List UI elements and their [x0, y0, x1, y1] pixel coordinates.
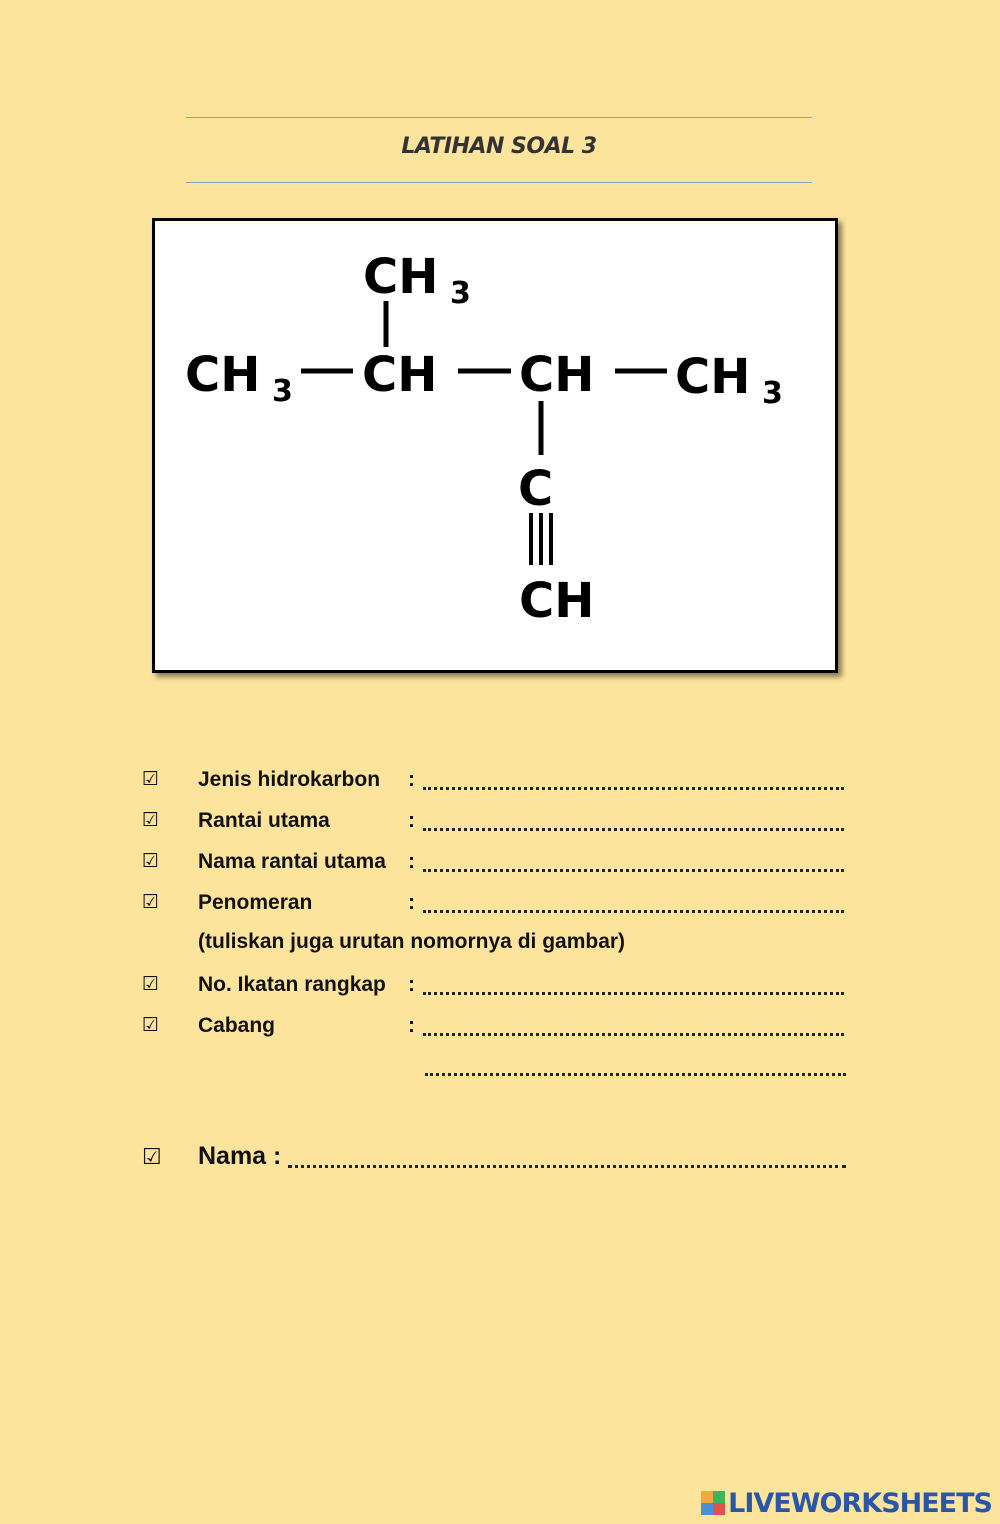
answer-field[interactable] [423, 992, 844, 995]
checkbox-icon: ☑ [142, 850, 160, 872]
ch-2: CH [362, 347, 438, 403]
question-colon: : [408, 809, 415, 832]
checkbox-icon: ☑ [142, 891, 160, 913]
c-alkyne: C [518, 461, 554, 517]
question-colon: : [408, 891, 415, 914]
answer-field[interactable] [423, 910, 844, 913]
structural-formula [155, 221, 835, 670]
liveworksheets-brand[interactable] [701, 1488, 992, 1518]
brand-name: LIVEWORKSHEETS [728, 1487, 992, 1519]
nama-answer-field[interactable] [288, 1165, 846, 1168]
answer-field[interactable] [423, 787, 844, 790]
question-cabang [0, 1010, 1000, 1046]
checkbox-icon: ☑ [142, 809, 160, 831]
title-rule-bottom [186, 182, 812, 183]
top-ch3: CH [363, 249, 439, 305]
question-colon: : [408, 768, 415, 791]
answer-field[interactable] [423, 869, 844, 872]
left-ch3: CH [185, 347, 261, 403]
liveworksheets-logo-icon [701, 1491, 725, 1515]
checkbox-icon: ☑ [142, 1145, 162, 1170]
right-ch3: CH [675, 349, 751, 405]
checkbox-icon: ☑ [142, 973, 160, 995]
answer-field[interactable] [423, 828, 844, 831]
checkbox-icon: ☑ [142, 768, 160, 790]
question-nama-rantai-utama [0, 846, 1000, 882]
question-ikatan-rangkap [0, 969, 1000, 1005]
question-label: Jenis hidrokarbon [198, 768, 381, 791]
checkbox-icon: ☑ [142, 1014, 160, 1036]
structure-figure [152, 218, 838, 673]
numbering-note: (tuliskan juga urutan nomornya di gambar) [198, 930, 626, 953]
title-rule-top [186, 117, 812, 118]
question-label: Rantai utama [198, 809, 330, 832]
nama-label: Nama : [198, 1142, 282, 1170]
question-nama [0, 1140, 1000, 1180]
page-title: LATIHAN SOAL 3 [401, 134, 597, 159]
question-label: Nama rantai utama [198, 850, 386, 873]
question-label: No. Ikatan rangkap [198, 973, 386, 996]
question-label: Cabang [198, 1014, 276, 1037]
left-ch3-subscript: 3 [272, 374, 293, 409]
question-colon: : [408, 973, 415, 996]
top-ch3-subscript: 3 [450, 276, 471, 311]
answer-field[interactable] [423, 1033, 844, 1036]
question-jenis-hidrokarbon [0, 764, 1000, 800]
question-label: Penomeran [198, 891, 313, 914]
question-rantai-utama [0, 805, 1000, 841]
ch-3: CH [519, 347, 595, 403]
question-colon: : [408, 1014, 415, 1037]
ch-terminal: CH [519, 573, 595, 629]
question-penomeran [0, 887, 1000, 923]
question-colon: : [408, 850, 415, 873]
answer-field-cabang-extra[interactable] [425, 1073, 846, 1076]
right-ch3-subscript: 3 [762, 376, 783, 411]
